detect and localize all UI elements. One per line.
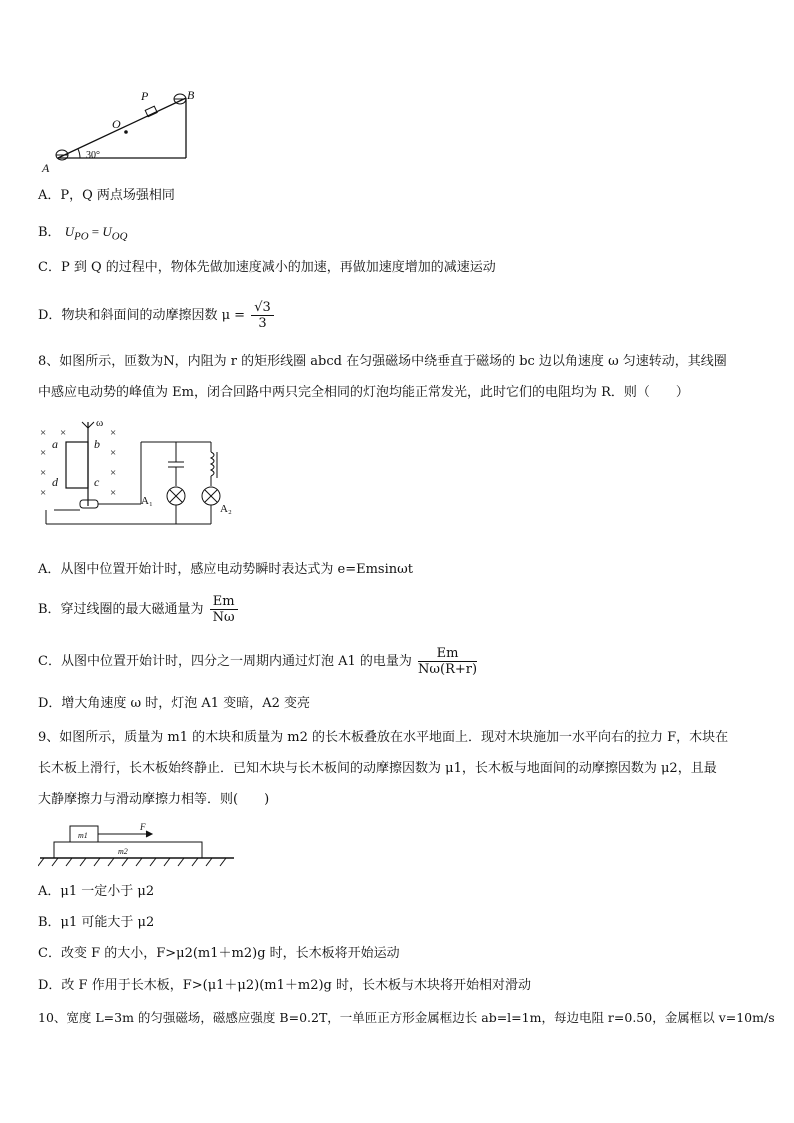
label-A: A (42, 161, 50, 175)
board-m2 (54, 842, 202, 858)
q10-stem-line1: 10、宽度 L=3m 的匀强磁场，磁感应强度 B=0.2T，一单匝正方形金属框边长 ab=l=1m，每边电阻 r=0.50，金属框以 v=10m/s (38, 1010, 775, 1025)
svg-text:×: × (110, 447, 117, 459)
svg-text:×: × (60, 427, 67, 439)
q8-stem-line1: 8、如图所示，匝数为N，内阻为 r 的矩形线圈 abcd 在匀强磁场中绕垂直于磁场的 bc 边以角速度 ω 匀速转动，其线圈 (38, 354, 727, 369)
q7-option-b: B． $U_{PO} = U_{OQ}$ (38, 224, 128, 243)
q9-option-a: A．μ1 一定小于 μ2 (38, 884, 155, 899)
q9-stem-line3: 大静摩擦力与滑动摩擦力相等．则( ) (38, 792, 270, 807)
block-P (145, 106, 157, 117)
svg-text:×: × (110, 427, 117, 439)
svg-text:ω: ω (96, 417, 104, 429)
point-O (124, 130, 128, 134)
block-board-figure (38, 820, 238, 870)
q9-option-d: D．改 F 作用于长木板，F>(μ1＋μ2)(m1＋m2)g 时，长木板与木块将开始相对滑动 (38, 978, 531, 993)
svg-text:m2: m2 (118, 847, 128, 856)
q9-option-b: B．μ1 可能大于 μ2 (38, 915, 155, 930)
inductor (211, 452, 214, 476)
q8-option-a: A．从图中位置开始计时，感应电动势瞬时表达式为 e=Emsinωt (38, 562, 413, 577)
svg-text:c: c (94, 475, 100, 489)
svg-text:a: a (52, 437, 58, 451)
svg-text:×: × (40, 487, 47, 499)
coil (66, 442, 88, 488)
q9-stem-line2: 长木板上滑行，长木板始终静止．已知木块与长木板间的动摩擦因数为 μ1，长木板与地面间的动摩擦因数为 μ2，且最 (38, 761, 717, 776)
q7-option-a: A．P，Q 两点场强相同 (38, 188, 175, 203)
svg-text:×: × (40, 467, 47, 479)
q8-stem-line2: 中感应电动势的峰值为 Em，闭合回路中两只完全相同的灯泡均能正常发光，此时它们的电阻均为 R．则（ ） (38, 385, 689, 400)
label-angle: 30° (86, 150, 100, 161)
svg-text:×: × (40, 447, 47, 459)
label-B: B (187, 88, 195, 102)
q8-option-c: C．从图中位置开始计时，四分之一周期内通过灯泡 A1 的电量为 $\frac{Em}{N\omega(R+r)}$ (38, 646, 478, 677)
label-P: P (141, 89, 149, 103)
q7-option-c: C．P 到 Q 的过程中，物体先做加速度减小的加速，再做加速度增加的减速运动 (38, 260, 496, 275)
q9-stem-line1: 9、如图所示，质量为 m1 的木块和质量为 m2 的长木板叠放在水平地面上．现对木块施加一水平向右的拉力 F，木块在 (38, 730, 729, 745)
svg-text:m1: m1 (78, 831, 88, 840)
svg-text:d: d (52, 475, 58, 489)
q9-option-c: C．改变 F 的大小，F>μ2(m1＋m2)g 时，长木板将开始运动 (38, 946, 400, 961)
svg-text:b: b (94, 437, 100, 451)
q7-option-d: D．物块和斜面间的动摩擦因数 μ = $\frac{√3}{3}$ (38, 300, 276, 331)
incline-figure (36, 86, 206, 176)
svg-text:×: × (110, 467, 117, 479)
q8-option-b: B．穿过线圈的最大磁通量为 $\frac{Em}{N\omega}$ (38, 594, 240, 625)
svg-text:A₁: A₁ (141, 495, 153, 507)
q8-option-d: D．增大角速度 ω 时，灯泡 A1 变暗，A2 变亮 (38, 696, 311, 711)
svg-text:×: × (110, 487, 117, 499)
label-O: O (112, 117, 121, 131)
coil-circuit-figure (36, 414, 236, 534)
svg-text:F: F (140, 822, 146, 832)
svg-text:A₂: A₂ (220, 503, 232, 515)
svg-text:×: × (40, 427, 47, 439)
